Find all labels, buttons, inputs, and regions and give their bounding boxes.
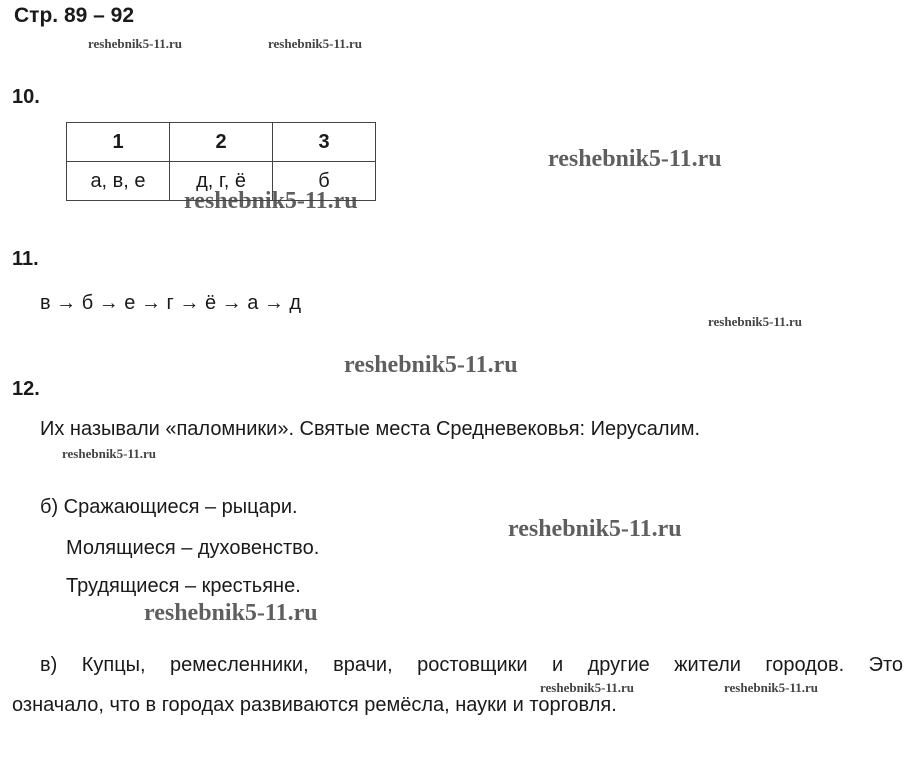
watermark: reshebnik5-11.ru <box>508 516 682 542</box>
table-cell: д, г, ё <box>170 162 273 201</box>
answer-line: в) Купцы, ремесленники, врачи, ростовщики и другие жители городов. Это <box>40 654 903 676</box>
task-10-number: 10. <box>12 86 40 108</box>
table-cell: а, в, е <box>67 162 170 201</box>
watermark: reshebnik5-11.ru <box>708 314 803 329</box>
table-header-row <box>67 123 376 162</box>
sequence-answer: в → б → е → г → ё → а → д <box>40 292 302 314</box>
watermark: reshebnik5-11.ru <box>548 146 722 172</box>
page-range-header: Стр. 89 – 92 <box>14 4 135 27</box>
task-12-number: 12. <box>12 378 40 400</box>
table-header-cell: 1 <box>67 123 170 162</box>
task-11-number: 11. <box>12 248 39 270</box>
watermark: reshebnik5-11.ru <box>88 36 183 51</box>
table-cell: б <box>273 162 376 201</box>
answer-line: означало, что в городах развиваются ремёсла, науки и торговля. <box>12 694 617 716</box>
table-header-cell: 3 <box>273 123 376 162</box>
watermark: reshebnik5-11.ru <box>268 36 363 51</box>
answer-line: б) Сражающиеся – рыцари. <box>40 496 298 518</box>
watermark: reshebnik5-11.ru <box>62 446 157 461</box>
watermark: reshebnik5-11.ru <box>344 352 518 378</box>
watermark: reshebnik5-11.ru <box>144 600 318 626</box>
answer-line: Молящиеся – духовенство. <box>66 537 320 559</box>
answer-line: Трудящиеся – крестьяне. <box>66 575 301 597</box>
table-header-cell: 2 <box>170 123 273 162</box>
watermark: reshebnik5-11.ru <box>184 188 358 214</box>
watermark: reshebnik5-11.ru <box>724 680 819 695</box>
answer-line: Их называли «паломники». Святые места Средневековья: Иерусалим. <box>40 418 701 440</box>
watermark: reshebnik5-11.ru <box>540 680 635 695</box>
